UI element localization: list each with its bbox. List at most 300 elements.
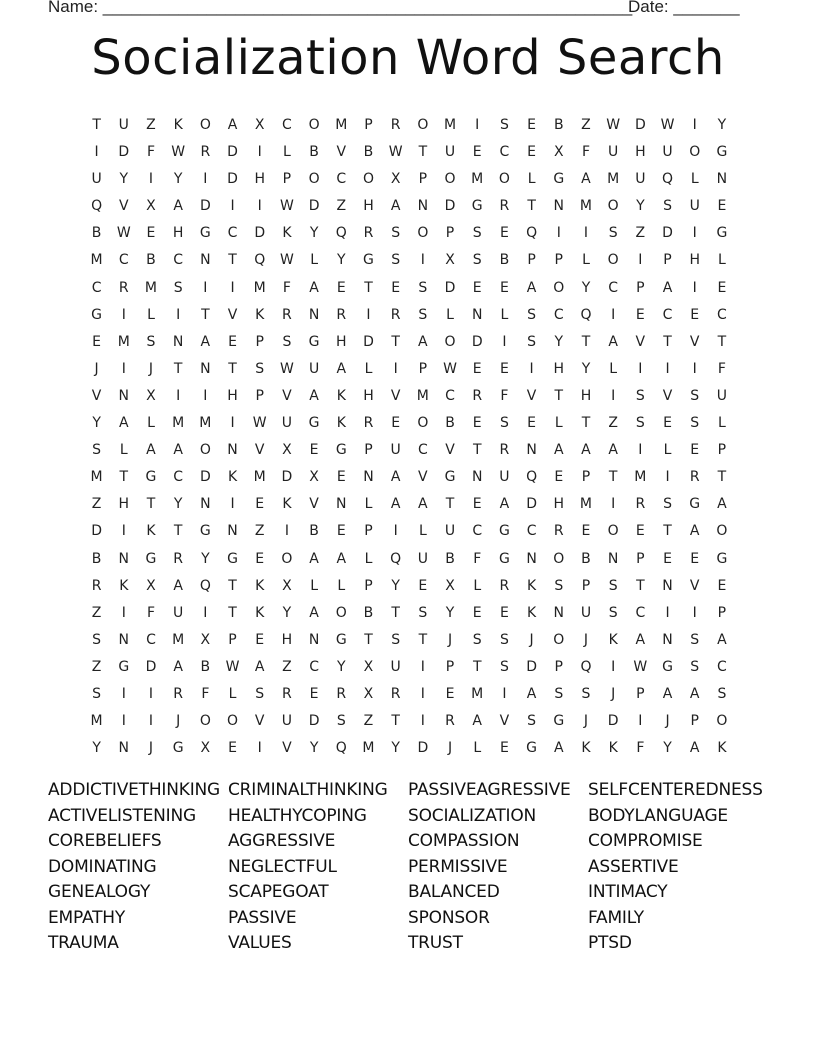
grid-letter: I bbox=[203, 171, 208, 188]
grid-letter: E bbox=[717, 577, 727, 594]
grid-letter: S bbox=[173, 279, 183, 296]
grid-letter: X bbox=[363, 685, 374, 702]
grid-letter: S bbox=[282, 333, 292, 350]
grid-letter: S bbox=[663, 198, 672, 215]
grid-letter: K bbox=[255, 604, 265, 621]
grid-letter: V bbox=[309, 496, 319, 513]
grid-letter: Y bbox=[309, 740, 319, 757]
grid-letter: I bbox=[121, 306, 126, 323]
grid-letter: T bbox=[364, 631, 373, 648]
grid-letter: E bbox=[717, 279, 727, 296]
grid-letter: X bbox=[146, 387, 156, 404]
grid-letter: X bbox=[282, 442, 292, 459]
grid-letter: R bbox=[363, 225, 374, 242]
grid-letter: B bbox=[91, 550, 102, 567]
grid-letter: S bbox=[499, 415, 509, 432]
grid-letter: Q bbox=[580, 658, 592, 675]
grid-letter: A bbox=[336, 550, 347, 567]
grid-letter: T bbox=[472, 658, 482, 675]
grid-letter: S bbox=[527, 713, 537, 730]
grid-letter: J bbox=[611, 685, 616, 702]
grid-letter: U bbox=[689, 198, 700, 215]
grid-letter: E bbox=[146, 225, 156, 242]
grid-letter: P bbox=[663, 252, 672, 269]
grid-letter: J bbox=[447, 631, 453, 648]
grid-letter: S bbox=[92, 631, 102, 648]
grid-letter: U bbox=[390, 442, 401, 459]
grid-letter: E bbox=[499, 360, 509, 377]
grid-letter: A bbox=[118, 415, 129, 432]
grid-letter: J bbox=[529, 631, 534, 648]
grid-letter: I bbox=[94, 144, 99, 161]
grid-letter: B bbox=[445, 415, 455, 432]
grid-letter: S bbox=[146, 333, 156, 350]
grid-letter: P bbox=[255, 387, 264, 404]
grid-letter: T bbox=[228, 360, 237, 377]
grid-letter: N bbox=[308, 631, 320, 648]
grid-letter: Y bbox=[391, 577, 400, 594]
grid-letter: B bbox=[146, 252, 156, 269]
grid-letter: I bbox=[692, 225, 697, 242]
grid-letter: B bbox=[499, 252, 510, 269]
grid-letter: T bbox=[173, 523, 183, 540]
grid-letter: A bbox=[635, 631, 646, 648]
grid-letter: K bbox=[527, 604, 537, 621]
grid-letter: U bbox=[580, 604, 592, 621]
grid-letter: K bbox=[282, 496, 292, 513]
grid-letter: V bbox=[662, 387, 673, 404]
grid-letter: L bbox=[364, 496, 373, 513]
grid-letter: K bbox=[255, 306, 265, 323]
grid-letter: Y bbox=[445, 604, 455, 621]
grid-letter: K bbox=[146, 523, 156, 540]
grid-letter: I bbox=[420, 252, 425, 269]
grid-letter: D bbox=[199, 198, 211, 215]
grid-letter: R bbox=[390, 685, 401, 702]
grid-letter: W bbox=[225, 658, 240, 675]
word-list-item: TRAUMA bbox=[48, 933, 119, 953]
grid-letter: L bbox=[609, 360, 618, 377]
grid-letter: K bbox=[336, 415, 346, 432]
word-list-item: VALUES bbox=[228, 933, 292, 953]
grid-letter: E bbox=[255, 631, 265, 648]
grid-letter: S bbox=[92, 442, 102, 459]
grid-letter: E bbox=[554, 469, 564, 486]
grid-letter: P bbox=[364, 523, 373, 540]
grid-letter: N bbox=[118, 550, 130, 567]
grid-letter: C bbox=[309, 658, 319, 675]
grid-letter: U bbox=[444, 144, 456, 161]
grid-letter: M bbox=[634, 469, 647, 486]
grid-letter: A bbox=[526, 279, 537, 296]
grid-letter: T bbox=[636, 577, 645, 594]
grid-letter: M bbox=[172, 631, 185, 648]
grid-letter: I bbox=[638, 713, 643, 730]
grid-letter: C bbox=[635, 604, 646, 621]
grid-letter: H bbox=[227, 387, 238, 404]
grid-letter: A bbox=[608, 442, 618, 459]
grid-letter: S bbox=[690, 415, 700, 432]
grid-letter: U bbox=[444, 523, 456, 540]
grid-letter: Z bbox=[282, 658, 292, 675]
grid-letter: I bbox=[121, 604, 126, 621]
grid-letter: E bbox=[228, 333, 237, 350]
grid-letter: E bbox=[472, 144, 482, 161]
grid-letter: E bbox=[527, 415, 537, 432]
grid-letter: J bbox=[583, 631, 589, 648]
grid-letter: N bbox=[662, 577, 673, 594]
grid-letter: E bbox=[663, 550, 672, 567]
grid-letter: Q bbox=[254, 252, 266, 269]
grid-letter: G bbox=[553, 171, 565, 188]
word-list-item: BODYLANGUAGE bbox=[588, 805, 728, 826]
grid-letter: A bbox=[553, 442, 564, 459]
grid-letter: S bbox=[499, 631, 509, 648]
grid-letter: Q bbox=[335, 740, 347, 757]
grid-letter: R bbox=[363, 415, 374, 432]
grid-letter: C bbox=[118, 252, 129, 269]
grid-letter: A bbox=[553, 740, 564, 757]
grid-letter: E bbox=[472, 415, 482, 432]
grid-letter: P bbox=[636, 685, 645, 702]
grid-letter: G bbox=[662, 658, 673, 675]
grid-letter: E bbox=[445, 685, 455, 702]
grid-letter: I bbox=[692, 604, 697, 621]
grid-letter: J bbox=[176, 713, 181, 730]
grid-letter: I bbox=[148, 685, 154, 702]
grid-letter: P bbox=[418, 360, 428, 377]
grid-letter: P bbox=[527, 252, 536, 269]
grid-letter: L bbox=[337, 577, 346, 594]
grid-letter: E bbox=[472, 496, 482, 513]
grid-letter: J bbox=[148, 740, 154, 757]
grid-letter: E bbox=[527, 144, 537, 161]
grid-letter: L bbox=[473, 740, 482, 757]
grid-letter: I bbox=[611, 306, 616, 323]
grid-letter: G bbox=[716, 144, 728, 161]
date-field-label: Date: _______ bbox=[628, 0, 740, 16]
word-list-item: PTSD bbox=[588, 933, 632, 953]
grid-letter: N bbox=[471, 469, 483, 486]
grid-letter: D bbox=[199, 469, 211, 486]
grid-letter: L bbox=[418, 523, 427, 540]
grid-letter: J bbox=[583, 713, 589, 730]
grid-letter: L bbox=[364, 360, 373, 377]
grid-letter: R bbox=[91, 577, 102, 594]
grid-letter: O bbox=[607, 523, 619, 540]
grid-letter: A bbox=[689, 740, 700, 757]
grid-letter: A bbox=[173, 198, 183, 215]
grid-letter: C bbox=[717, 658, 727, 675]
grid-letter: I bbox=[121, 713, 126, 730]
grid-letter: W bbox=[606, 117, 621, 133]
grid-letter: I bbox=[583, 225, 589, 242]
grid-letter: Z bbox=[91, 604, 102, 621]
grid-letter: E bbox=[309, 685, 319, 702]
grid-letter: C bbox=[553, 306, 564, 323]
grid-letter: G bbox=[145, 550, 157, 567]
grid-letter: P bbox=[554, 658, 563, 675]
grid-letter: I bbox=[692, 117, 697, 133]
grid-letter: U bbox=[118, 117, 129, 133]
grid-letter: G bbox=[716, 225, 728, 242]
grid-letter: I bbox=[611, 496, 616, 513]
grid-letter: I bbox=[475, 117, 480, 133]
word-list-item: INTIMACY bbox=[588, 882, 668, 902]
grid-letter: G bbox=[199, 523, 211, 540]
grid-letter: E bbox=[92, 333, 102, 350]
grid-letter: L bbox=[228, 685, 237, 702]
grid-letter: O bbox=[607, 198, 619, 215]
grid-letter: O bbox=[607, 252, 619, 269]
grid-letter: E bbox=[581, 523, 591, 540]
grid-letter: W bbox=[252, 415, 267, 432]
grid-letter: W bbox=[279, 198, 294, 215]
grid-letter: Y bbox=[282, 604, 292, 621]
grid-letter: T bbox=[391, 333, 400, 350]
grid-letter: X bbox=[309, 469, 319, 486]
grid-letter: P bbox=[418, 171, 428, 188]
grid-letter: E bbox=[690, 550, 700, 567]
grid-letter: I bbox=[257, 740, 262, 757]
grid-letter: I bbox=[230, 198, 235, 215]
grid-letter: D bbox=[417, 740, 429, 757]
grid-letter: U bbox=[635, 171, 646, 188]
grid-letter: H bbox=[635, 144, 646, 161]
word-list-item: PASSIVEAGRESSIVE bbox=[408, 780, 571, 800]
grid-letter: J bbox=[447, 740, 453, 757]
grid-letter: T bbox=[472, 442, 482, 459]
grid-letter: S bbox=[663, 496, 672, 513]
grid-letter: A bbox=[146, 442, 156, 459]
grid-letter: V bbox=[390, 387, 401, 404]
grid-letter: K bbox=[282, 225, 292, 242]
grid-letter: C bbox=[608, 279, 619, 296]
word-list-item: TRUST bbox=[408, 933, 463, 953]
grid-letter: M bbox=[117, 333, 130, 350]
grid-letter: K bbox=[608, 740, 618, 757]
grid-letter: T bbox=[119, 469, 129, 486]
grid-letter: K bbox=[336, 387, 346, 404]
grid-letter: E bbox=[391, 415, 401, 432]
grid-letter: I bbox=[529, 360, 534, 377]
grid-letter: C bbox=[662, 306, 673, 323]
grid-letter: R bbox=[499, 442, 510, 459]
grid-letter: B bbox=[363, 604, 374, 621]
grid-letter: I bbox=[257, 144, 262, 161]
grid-letter: V bbox=[689, 333, 700, 350]
grid-letter: E bbox=[717, 198, 727, 215]
grid-letter: N bbox=[308, 306, 320, 323]
grid-letter: E bbox=[499, 604, 509, 621]
grid-letter: G bbox=[118, 658, 130, 675]
grid-letter: V bbox=[254, 713, 265, 730]
grid-letter: L bbox=[364, 550, 373, 567]
grid-letter: N bbox=[200, 496, 211, 513]
word-list-item: AGGRESSIVE bbox=[228, 831, 336, 851]
grid-letter: J bbox=[94, 360, 99, 377]
grid-letter: I bbox=[638, 442, 643, 459]
grid-letter: K bbox=[608, 631, 618, 648]
grid-letter: B bbox=[363, 144, 374, 161]
grid-letter: N bbox=[227, 442, 238, 459]
grid-letter: E bbox=[499, 225, 509, 242]
grid-letter: C bbox=[336, 171, 347, 188]
grid-letter: U bbox=[281, 415, 293, 432]
grid-letter: R bbox=[635, 496, 646, 513]
word-list-item: GENEALOGY bbox=[48, 882, 151, 902]
grid-letter: D bbox=[526, 658, 537, 675]
grid-letter: S bbox=[472, 225, 482, 242]
grid-letter: R bbox=[282, 306, 292, 323]
grid-letter: P bbox=[364, 577, 373, 594]
grid-letter: E bbox=[336, 279, 346, 296]
grid-letter: S bbox=[255, 685, 265, 702]
grid-letter: T bbox=[201, 306, 210, 323]
grid-letter: G bbox=[308, 415, 320, 432]
grid-letter: K bbox=[717, 740, 727, 757]
grid-letter: O bbox=[444, 171, 456, 188]
grid-letter: A bbox=[717, 496, 727, 513]
grid-letter: E bbox=[255, 550, 265, 567]
grid-letter: O bbox=[199, 117, 211, 133]
grid-letter: D bbox=[308, 198, 320, 215]
grid-letter: C bbox=[173, 252, 184, 269]
grid-letter: A bbox=[309, 279, 319, 296]
page-title: Socialization Word Search bbox=[91, 30, 725, 86]
grid-letter: L bbox=[283, 144, 291, 161]
grid-letter: O bbox=[362, 171, 374, 188]
grid-letter: C bbox=[499, 144, 510, 161]
grid-letter: G bbox=[199, 225, 211, 242]
grid-letter: I bbox=[692, 279, 697, 296]
grid-letter: W bbox=[116, 225, 131, 242]
grid-letter: N bbox=[200, 252, 211, 269]
grid-letter: R bbox=[200, 144, 211, 161]
grid-letter: D bbox=[145, 658, 157, 675]
grid-letter: C bbox=[445, 387, 455, 404]
grid-letter: P bbox=[581, 469, 591, 486]
grid-letter: S bbox=[608, 604, 618, 621]
grid-letter: N bbox=[118, 387, 130, 404]
grid-letter: N bbox=[417, 198, 429, 215]
grid-letter: K bbox=[227, 469, 238, 486]
grid-letter: D bbox=[118, 144, 130, 161]
grid-letter: A bbox=[173, 442, 183, 459]
grid-letter: H bbox=[254, 171, 265, 188]
grid-letter: T bbox=[146, 496, 156, 513]
grid-letter: E bbox=[635, 523, 645, 540]
grid-letter: R bbox=[499, 577, 510, 594]
grid-letter: T bbox=[92, 117, 101, 133]
grid-letter: M bbox=[144, 279, 158, 296]
grid-letter: U bbox=[417, 550, 428, 567]
grid-letter: M bbox=[90, 713, 103, 730]
grid-letter: Y bbox=[581, 279, 591, 296]
grid-letter: X bbox=[146, 577, 156, 594]
grid-letter: Z bbox=[254, 523, 265, 540]
word-list-item: SCAPEGOAT bbox=[228, 882, 329, 902]
grid-letter: D bbox=[91, 523, 102, 540]
grid-letter: S bbox=[690, 387, 700, 404]
grid-letter: O bbox=[716, 523, 728, 540]
grid-letter: E bbox=[499, 279, 509, 296]
grid-letter: G bbox=[444, 469, 456, 486]
grid-letter: L bbox=[690, 171, 699, 188]
grid-letter: P bbox=[364, 442, 373, 459]
grid-letter: Y bbox=[717, 117, 727, 133]
grid-letter: I bbox=[176, 387, 181, 404]
grid-letter: P bbox=[445, 225, 455, 242]
grid-letter: V bbox=[445, 442, 455, 459]
grid-letter: F bbox=[581, 144, 590, 161]
grid-letter: L bbox=[473, 577, 482, 594]
grid-letter: T bbox=[418, 631, 428, 648]
grid-letter: L bbox=[718, 415, 726, 432]
grid-letter: Z bbox=[581, 117, 591, 133]
grid-letter: M bbox=[335, 117, 348, 133]
grid-letter: S bbox=[336, 713, 346, 730]
grid-letter: K bbox=[255, 577, 265, 594]
grid-letter: Y bbox=[337, 658, 346, 675]
grid-letter: P bbox=[636, 279, 645, 296]
grid-letter: N bbox=[553, 604, 565, 621]
grid-letter: Y bbox=[554, 333, 564, 350]
grid-letter: S bbox=[608, 225, 618, 242]
grid-letter: A bbox=[390, 198, 401, 215]
grid-letter: S bbox=[418, 604, 428, 621]
grid-letter: I bbox=[230, 415, 235, 432]
grid-letter: O bbox=[553, 279, 565, 296]
grid-letter: I bbox=[665, 360, 670, 377]
grid-letter: Y bbox=[201, 550, 210, 567]
grid-letter: H bbox=[172, 225, 184, 242]
grid-letter: J bbox=[148, 360, 154, 377]
grid-letter: N bbox=[118, 740, 130, 757]
grid-letter: O bbox=[281, 550, 293, 567]
grid-letter: E bbox=[635, 306, 645, 323]
grid-letter: G bbox=[526, 740, 538, 757]
grid-letter: I bbox=[148, 713, 154, 730]
grid-letter: E bbox=[228, 740, 237, 757]
grid-letter: O bbox=[417, 117, 429, 133]
grid-letter: P bbox=[445, 658, 455, 675]
grid-letter: I bbox=[638, 360, 643, 377]
grid-letter: C bbox=[282, 117, 292, 133]
grid-letter: A bbox=[418, 333, 428, 350]
grid-letter: L bbox=[718, 252, 726, 269]
grid-letter: M bbox=[199, 415, 212, 432]
grid-letter: I bbox=[230, 279, 235, 296]
grid-letter: Y bbox=[173, 171, 183, 188]
grid-letter: T bbox=[527, 198, 536, 215]
grid-letter: P bbox=[717, 604, 727, 621]
grid-letter: R bbox=[282, 685, 292, 702]
grid-letter: X bbox=[200, 631, 211, 648]
grid-letter: U bbox=[662, 144, 673, 161]
grid-letter: G bbox=[471, 198, 483, 215]
grid-letter: W bbox=[279, 252, 294, 269]
grid-letter: T bbox=[717, 469, 727, 486]
grid-letter: Q bbox=[91, 198, 103, 215]
grid-letter: S bbox=[635, 415, 645, 432]
grid-letter: C bbox=[146, 631, 156, 648]
grid-letter: S bbox=[690, 658, 700, 675]
grid-letter: S bbox=[391, 631, 401, 648]
grid-letter: A bbox=[717, 631, 727, 648]
grid-letter: P bbox=[228, 631, 237, 648]
grid-letter: V bbox=[118, 198, 129, 215]
